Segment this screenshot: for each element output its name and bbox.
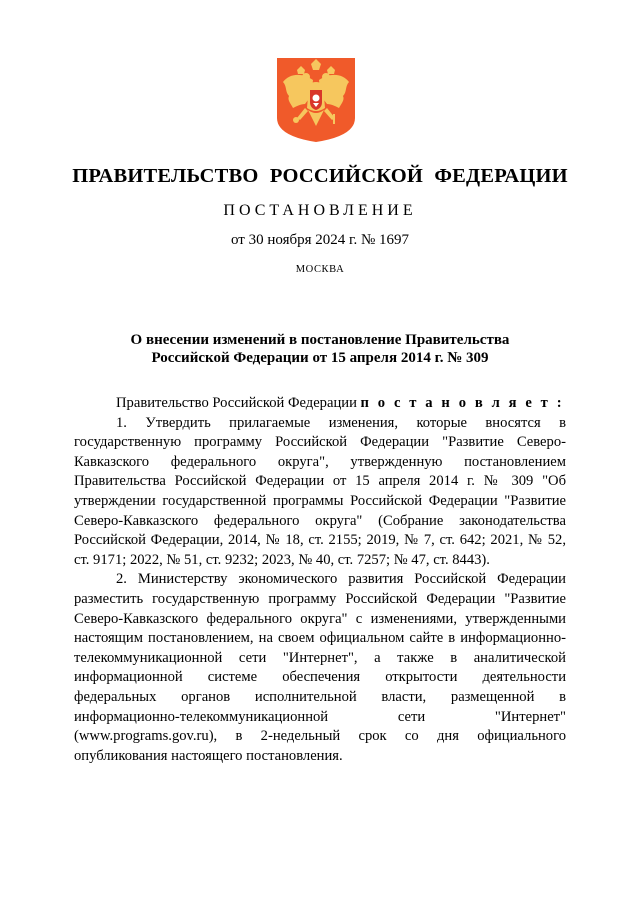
document-body	[74, 394, 566, 766]
document-subject	[60, 331, 580, 367]
preamble	[74, 394, 566, 414]
russian-coat-of-arms-icon	[275, 56, 357, 144]
preamble-decree: п о с т а н о в л я е т :	[360, 395, 565, 411]
paragraph-2: 2. Министерству экономического развития Российской Федерации разместить государственную программу Российской Федерации "Развитие Северо-Кавказского федерального округа" с изменениями, утвержденными настоящим постановлением, на своем официальном сайте в информационно-телекоммуникационной сети "Интернет", а также в аналитической информационной системе обеспечения открытости деятельности федеральных органов исполнительной власти, размещенной в информационно-телекоммуникационной сети "Интернет" (www.programs.gov.ru), в 2-недельный срок со дня официального опубликования настоящего постановления.	[74, 571, 566, 764]
organization-title: ПРАВИТЕЛЬСТВО РОССИЙСКОЙ ФЕДЕРАЦИИ	[72, 165, 568, 187]
document-date-number: от 30 ноября 2024 г. № 1697	[230, 232, 410, 248]
preamble-text: Правительство Российской Федерации	[116, 395, 361, 411]
subject-line-1: О внесении изменений в постановление Правительства	[130, 332, 510, 348]
paragraph-1: 1. Утвердить прилагаемые изменения, которые вносятся в государственную программу Российской Федерации "Развитие Северо-Кавказского федерального округа", утвержденную постановлением Правительства Российской Федерации от 15 апреля 2014 г. № 309 "Об утверждении государственной программы Российской Федерации "Развитие Северо-Кавказского федерального округа" (Собрание законодательства Российской Федерации, 2014, № 18, ст. 2155; 2019, № 7, ст. 642; 2021, № 52, ст. 9171; 2022, № 51, ст. 9232; 2023, № 40, ст. 7257; № 47, ст. 8443).	[74, 414, 566, 568]
document-type: ПОСТАНОВЛЕНИЕ	[223, 202, 417, 219]
document-city: МОСКВА	[295, 264, 345, 275]
subject-line-2: Российской Федерации от 15 апреля 2014 г. № 309	[151, 350, 489, 366]
